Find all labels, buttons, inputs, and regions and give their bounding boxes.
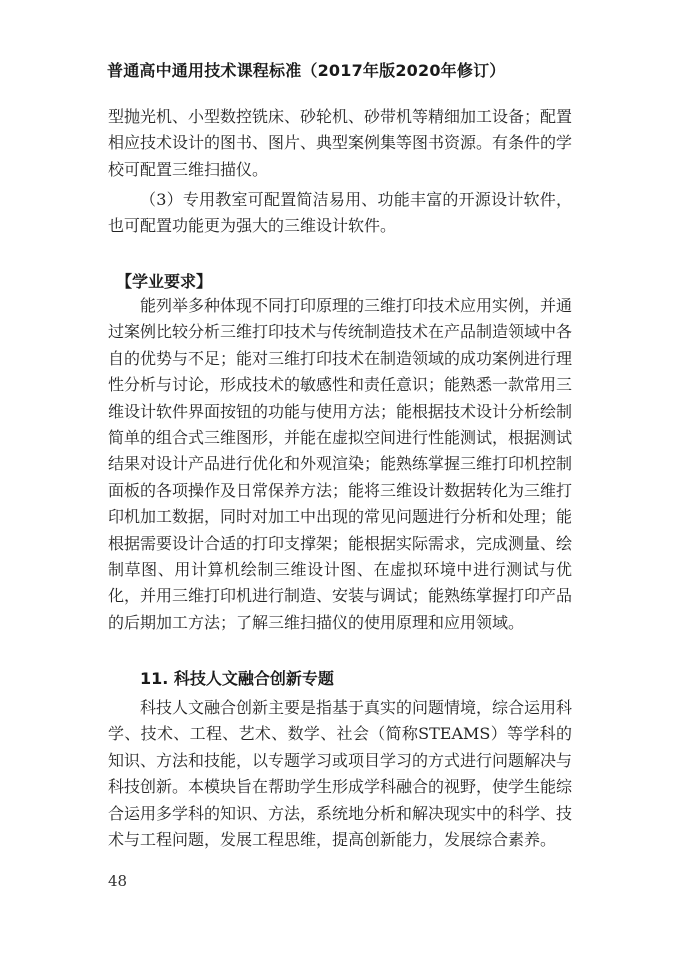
paragraph-software: （3）专用教室可配置简洁易用、功能丰富的开源设计软件，也可配置功能更为强大的三维设计软件。: [108, 190, 572, 236]
running-header: 普通高中通用技术课程标准（2017年版2020年修订）: [107, 61, 506, 80]
paragraph-academic-requirements: 能列举多种体现不同打印原理的三维打印技术应用实例，并通过案例比较分析三维打印技术与传统制造技术在产品制造领域中各自的优势与不足；能对三维打印技术在制造领域的成功案例进行理性分析与讨论，形成技术的敏感性和责任意识；能熟悉一款常用三维设计软件界面按钮的功能与使用方法；能根据技术设计分析绘制简单的组合式三维图形，并能在虚拟空间进行性能测试，根据测试结果对设计产品进行优化和外观渲染；能熟练掌握三维打印机控制面板的各项操作及日常保养方法；能将三维设计数据转化为三维打印机加工数据，同时对加工中出现的常见问题进行分析和处理；能根据需要设计合适的打印支撑架；能根据实际需求，完成测量、绘制草图、用计算机绘制三维设计图、在虚拟环境中进行测试与优化，并用三维打印机进行制造、安装与调试；能熟练掌握打印产品的后期加工方法；了解三维扫描仪的使用原理和应用领域。: [108, 296, 573, 632]
academic-requirements-heading: 【学业要求】: [116, 272, 213, 291]
page-number: 48: [108, 872, 128, 890]
section-heading: 11. 科技人文融合创新专题: [140, 669, 334, 688]
paragraph-section-intro: 科技人文融合创新主要是指基于真实的问题情境，综合运用科学、技术、工程、艺术、数学、社会（简称STEAMS）等学科的知识、方法和技能，以专题学习或项目学习的方式进行问题解决与科技创新。本模块旨在帮助学生形成学科融合的视野，使学生能综合运用多学科的知识、方法，系统地分析和解决现实中的科学、技术与工程问题，发展工程思维，提高创新能力，发展综合素养。: [108, 698, 573, 850]
paragraph-equipment: 型抛光机、小型数控铣床、砂轮机、砂带机等精细加工设备；配置相应技术设计的图书、图片、典型案例集等图书资源。有条件的学校可配置三维扫描仪。: [108, 107, 573, 179]
